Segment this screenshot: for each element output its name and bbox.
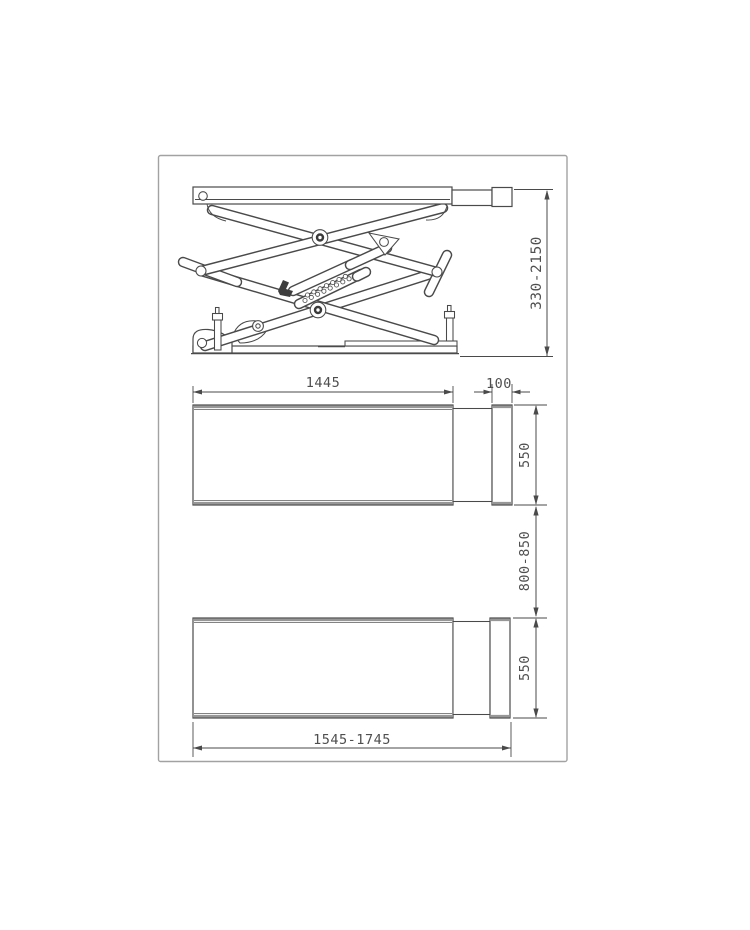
lower-platform-connector [453,622,490,715]
plan-view-upper-platform [193,384,547,617]
left-limit-post [213,308,223,351]
dim-label-overall-length: 1545-1745 [313,732,391,748]
base-left-pivot [197,338,206,347]
cylinder-top-pivot [380,238,389,247]
lower-platform-body [193,618,453,718]
dim-label-platform-gap: 800-850 [517,530,533,592]
platform-extension-block [492,188,512,207]
upper-center-bolt [312,230,328,246]
dim-label-lift-height: 330-2150 [529,236,545,310]
dim-label-upper-width: 550 [517,442,533,468]
dimension-platform-gap [533,506,538,617]
upper-platform-body [193,405,453,505]
platform-extension-bar [452,190,492,206]
upper-platform-connector [453,409,492,502]
middle-right-pivot [432,267,442,277]
lower-platform-extension [490,618,510,718]
lower-center-bolt [310,302,326,318]
foot-plate [345,341,457,346]
right-limit-post [445,306,455,342]
dim-label-upper-length: 1445 [305,375,341,391]
side-view [183,187,553,357]
dim-label-lower-width: 550 [517,655,533,681]
platform-end-hole [199,192,208,201]
upper-platform-extension [492,405,512,505]
dim-label-extension: 100 [486,375,512,392]
middle-left-pivot [196,266,206,276]
